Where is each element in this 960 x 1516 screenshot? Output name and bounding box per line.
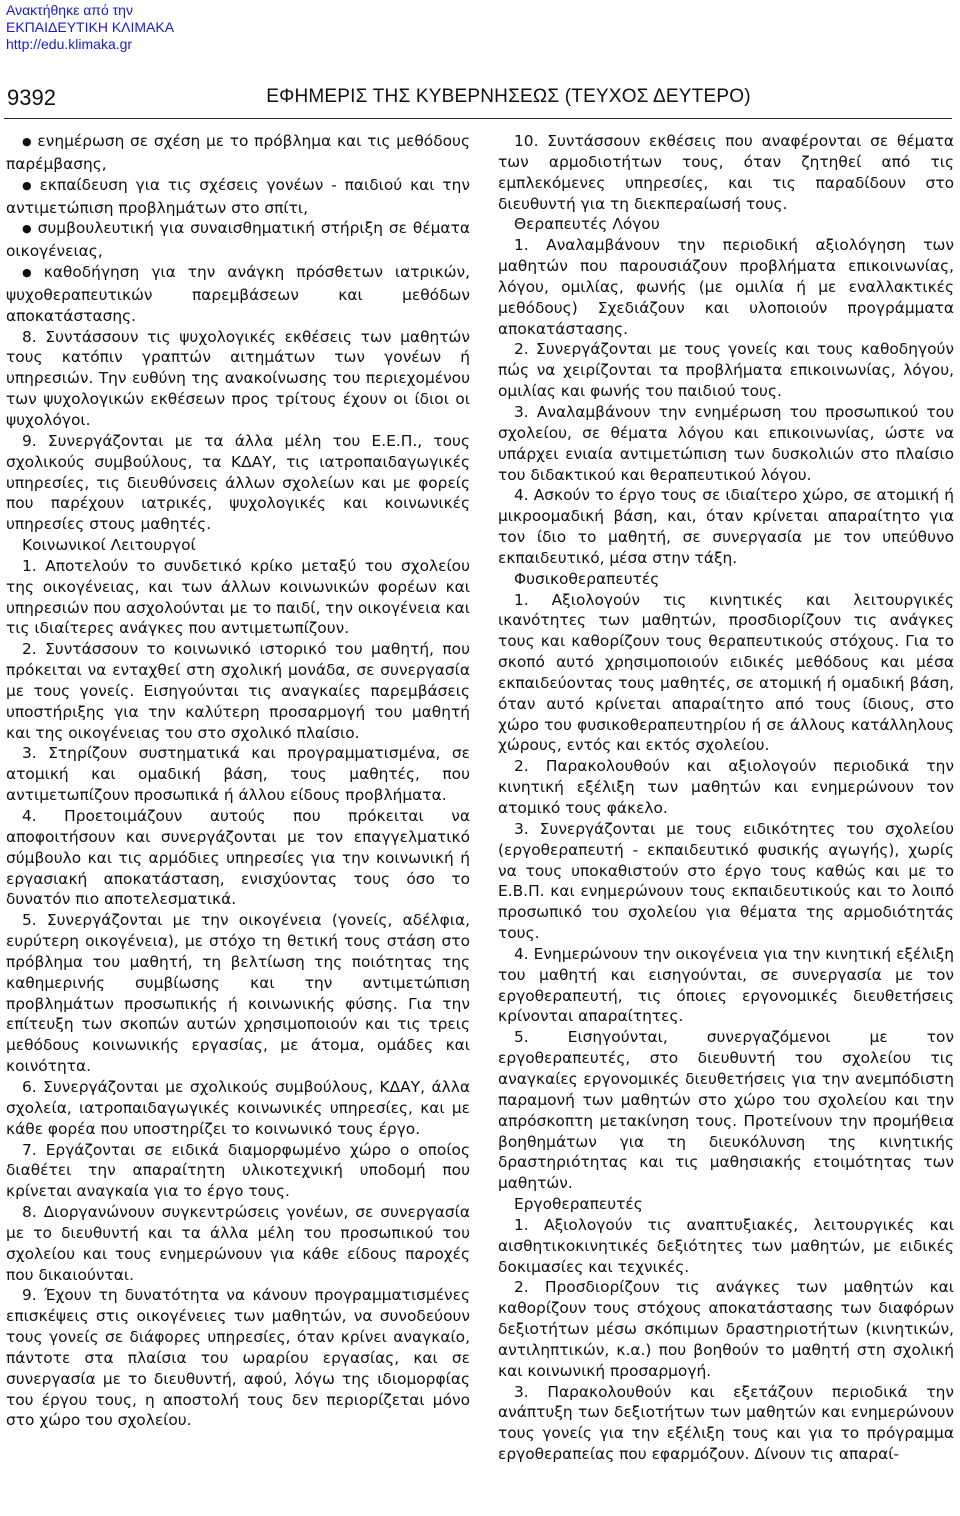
paragraph: 1. Αποτελούν το συνδετικό κρίκο μεταξύ του σχολείου της οικογένειας, και των άλλων κοινωνικών φορέων και υπηρεσιών που ασχολούνται με το παιδί, την οικογένεια και τις ιδιαίτερες ανάγκες που αντιμετωπίζουν.: [6, 556, 470, 638]
paragraph: 4. Ασκούν το έργο τους σε ιδιαίτερο χώρο, σε ατομική ή μικροομαδική βάση, και, όταν κρίνεται απαραίτητο για τον ίδιο το μαθητή, σε συνεργασία με τον υπεύθυνο εκπαιδευτικό, μέσα στην τάξη.: [498, 486, 954, 567]
section-heading: Κοινωνικοί Λειτουργοί: [22, 536, 196, 555]
paragraph: 8. Συντάσσουν τις ψυχολογικές εκθέσεις των μαθητών τους κατόπιν γραπτών αιτημάτων των γονέων ή υπηρεσιών. Την ευθύνη της ανακοίνωσης του περιεχομένου των ψυχολογικών εκθέσεων προς τρίτους έχουν οι ίδιοι οι ψυχολόγοι.: [6, 327, 470, 429]
paragraph: 8. Διοργανώνουν συγκεντρώσεις γονέων, σε συνεργασία με το διευθυντή και τα άλλα μέλη του προσωπικού του σχολείου και τους ενημερώνουν για κάθε είδους παροχές που δικαιούνται.: [6, 1203, 470, 1284]
paragraph: ● καθοδήγηση για την ανάγκη πρόσθετων ιατρικών, ψυχοθεραπευτικών παρεμβάσεων και μεθόδων αποκατάστασης.: [6, 262, 470, 327]
paragraph: 7. Εργάζονται σε ειδικά διαμορφωμένο χώρο ο οποίος διαθέτει την απαραίτητη υλικοτεχνική υποδομή που κρίνεται αναγκαία για το έργο τους.: [6, 1140, 470, 1201]
watermark-line-2: ΕΚΠΑΙΔΕΥΤΙΚΗ ΚΛΙΜΑΚΑ: [6, 19, 175, 35]
watermark-line-1: Ανακτήθηκε από την: [6, 2, 133, 18]
page-header: [5, 85, 952, 115]
paragraph: ● εκπαίδευση για τις σχέσεις γονέων - παιδιού και την αντιμετώπιση προβλημάτων στο σπίτι,: [6, 175, 470, 219]
paragraph: 1. Αξιολογούν τις κινητικές και λειτουργικές ικανότητες των μαθητών, προσδιορίζουν τις ανάγκες τους και καθορίζουν τους θεραπευτικούς στόχους. Για το σκοπό αυτό χρησιμοποιούν ειδικές μεθόδους και μέσα εκπαιδεύοντας τους μαθητές, σε ατομική ή ομαδική βάση, όταν αυτό κρίνεται απαραίτητο από τους ίδιους, στο χώρο του φυσικοθεραπευτηρίου ή σε άλλους κατάλληλους χώρους, εντός και εκτός σχολείου.: [498, 590, 954, 755]
paragraph: 3. Παρακολουθούν και εξετάζουν περιοδικά την ανάπτυξη των δεξιοτήτων των μαθητών και ενημερώνουν τους γονείς για την εξέλιξη τους και για το πρόγραμμα εργοθεραπείας που εφαρμόζουν. Δίνουν τις απαραί-: [498, 1382, 954, 1464]
paragraph: ● ενημέρωση σε σχέση με το πρόβλημα και τις μεθόδους παρέμβασης,: [6, 131, 470, 175]
paragraph: 1. Αναλαμβάνουν την περιοδική αξιολόγηση των μαθητών που παρουσιάζουν προβλήματα επικοινωνίας, λόγου, ομιλίας, φωνής (με ομιλία ή με εναλλακτικές μεθόδους) Σχεδιάζουν και υλοποιούν προγράμματα αποκατάστασης.: [498, 236, 954, 338]
paragraph: 3. Στηρίζουν συστηματικά και προγραμματισμένα, σε ατομική και ομαδική βάση, τους μαθητές, που αντιμετωπίζουν προσωπικά ή άλλου είδους προβλήματα.: [6, 744, 470, 805]
header-divider: [4, 118, 952, 119]
paragraph: 2. Παρακολουθούν και αξιολογούν περιοδικά την κινητική εξέλιξη των μαθητών και ενημερώνουν τον ατομικό τους φάκελο.: [498, 757, 954, 817]
paragraph: 2. Συντάσσουν το κοινωνικό ιστορικό του μαθητή, που πρόκειται να ενταχθεί στη σχολική μονάδα, σε συνεργασία με τους γονείς. Εισηγούνται τις αναγκαίες παρεμβάσεις υποστήριξης για την καλύτερη προσαρμογή του μαθητή και της οικογένειας του στο σχολικό πλαίσιο.: [6, 640, 470, 742]
source-watermark: [6, 2, 174, 53]
paragraph: 2. Συνεργάζονται με τους γονείς και τους καθοδηγούν πώς να χειρίζονται τα προβλήματα επικοινωνίας, λόγου, ομιλίας και φωνής του παιδιού τους.: [498, 340, 954, 401]
paragraph: ● συμβουλευτική για συναισθηματική στήριξη σε θέματα οικογένειας,: [6, 218, 470, 262]
watermark-link[interactable]: http://edu.klimaka.gr: [6, 36, 133, 52]
paragraph: 9. Έχουν τη δυνατότητα να κάνουν προγραμματισμένες επισκέψεις στις οικογένειες των μαθητών, να συνοδεύουν τους γονείς σε διάφορες υπηρεσίες, όταν κρίνει αναγκαίο, πάντοτε στα πλαίσια του ωραρίου εργασίας, και σε συνεργασία με το διευθυντή, αφού, λόγω της ιδιομορφίας του έργου τους, η αποστολή τους δεν περιορίζεται μόνο στο χώρο του σχολείου.: [6, 1286, 470, 1430]
left-column: [6, 131, 470, 1431]
paragraph: 9. Συνεργάζονται με τα άλλα μέλη του Ε.Ε.Π., τους σχολικούς συμβούλους, τα ΚΔΑΥ, τις ιατροπαιδαγωγικές υπηρεσίες, τις διευθύνσεις άλλων σχολείων και με φορείς που παρέχουν ιατρικές, ψυχολογικές και κοινωνικές υπηρεσίες στους μαθητές.: [6, 431, 470, 534]
paragraph: 6. Συνεργάζονται με σχολικούς συμβούλους, ΚΔΑΥ, άλλα σχολεία, ιατροπαιδαγωγικές κοινωνικές υπηρεσίες, και με κάθε φορέα που υποστηρίζει το κοινωνικό τους έργο.: [6, 1077, 470, 1138]
paragraph: 10. Συντάσσουν εκθέσεις που αναφέρονται σε θέματα των αρμοδιοτήτων τους, όταν ζητηθεί από τις εμπλεκόμενες υπηρεσίες, και τις παραδίδουν στο διευθυντή για τη διεκπεραίωσή τους.: [498, 132, 954, 213]
page-number: 9392: [7, 85, 56, 110]
paragraph: 2. Προσδιορίζουν τις ανάγκες των μαθητών και καθορίζουν τους στόχους αποκατάστασης των διαφόρων δεξιοτήτων μέσω σκόπιμων δραστηριοτήτων (κινητικών, αντιληπτικών, κ.α.) που βοηθούν το μαθητή στη σχολική και κοινωνική προσαρμογή.: [498, 1278, 954, 1380]
section-heading: Εργοθεραπευτές: [514, 1195, 643, 1214]
section-heading: Φυσικοθεραπευτές: [514, 569, 660, 588]
right-column: [498, 131, 954, 1465]
paragraph: 4. Προετοιμάζουν αυτούς που πρόκειται να αποφοιτήσουν και συνεργάζονται με τον επαγγελματικό σύμβουλο και τις αρμόδιες υπηρεσίες για την κοινωνική ή εργασιακή αποκατάσταση, ενισχύοντας τους όσο το δυνατόν πιο αποτελεσματικά.: [6, 807, 470, 909]
paragraph: 5. Εισηγούνται, συνεργαζόμενοι με τον εργοθεραπευτές, στο διευθυντή του σχολείου τις αναγκαίες εργονομικές διευθετήσεις για την ανεμπόδιστη παραμονή των μαθητών στο χώρο του σχολείου και την απρόσκοπτη μετακίνηση τους. Προτείνουν την προμήθεια βοηθημάτων για τη διευκόλυνση της κινητικής δραστηριότητας και τις μαθησιακής ετοιμότητας των μαθητών.: [498, 1028, 954, 1193]
paragraph: 1. Αξιολογούν τις αναπτυξιακές, λειτουργικές και αισθητικοκινητικές δεξιότητες των μαθητών, με ειδικές δοκιμασίες και τεχνικές.: [498, 1215, 954, 1276]
gazette-title: ΕΦΗΜΕΡΙΣ ΤΗΣ ΚΥΒΕΡΝΗΣΕΩΣ (ΤΕΥΧΟΣ ΔΕΥΤΕΡΟ): [266, 86, 751, 107]
paragraph: 5. Συνεργάζονται με την οικογένεια (γονείς, αδέλφια, ευρύτερη οικογένεια), με στόχο τη θετική τους στάση στο πρόβλημα του μαθητή, τη βελτίωση της ποιότητας της καθημερινής συμβίωσης και την αντιμετώπιση προβλημάτων προσωπικής ή κοινωνικής φύσης. Για την επίτευξη των σκοπών αυτών χρησιμοποιούν και τις τρεις μεθόδους κοινωνικής εργασίας, με άτομα, ομάδες και κοινότητα.: [6, 911, 470, 1076]
paragraph: 4. Ενημερώνουν την οικογένεια για την κινητική εξέλιξη του μαθητή και εισηγούνται, σε συνεργασία με τον εργοθεραπευτή, τις όποιες εργονομικές διευθετήσεις κρίνονται απαραίτητες.: [498, 944, 954, 1026]
paragraph: 3. Συνεργάζονται με τους ειδικότητες του σχολείου (εργοθεραπευτή - εκπαιδευτικό φυσικής αγωγής), χωρίς να τους υποκαθιστούν στο έργο τους καθώς και με το Ε.Β.Π. και ενημερώνουν τους εκπαιδευτικούς και το λοιπό προσωπικό του σχολείου για θέματα της αρμοδιότητάς τους.: [498, 819, 954, 943]
paragraph: 3. Αναλαμβάνουν την ενημέρωση του προσωπικού του σχολείου, σε θέματα λόγου και επικοινωνίας, ώστε να υπάρχει ενιαία αντιμετώπιση των δυσκολιών στο πλαίσιο του διδακτικού και θεραπευτικού λόγου.: [498, 402, 954, 484]
section-heading: Θεραπευτές Λόγου: [514, 215, 660, 234]
